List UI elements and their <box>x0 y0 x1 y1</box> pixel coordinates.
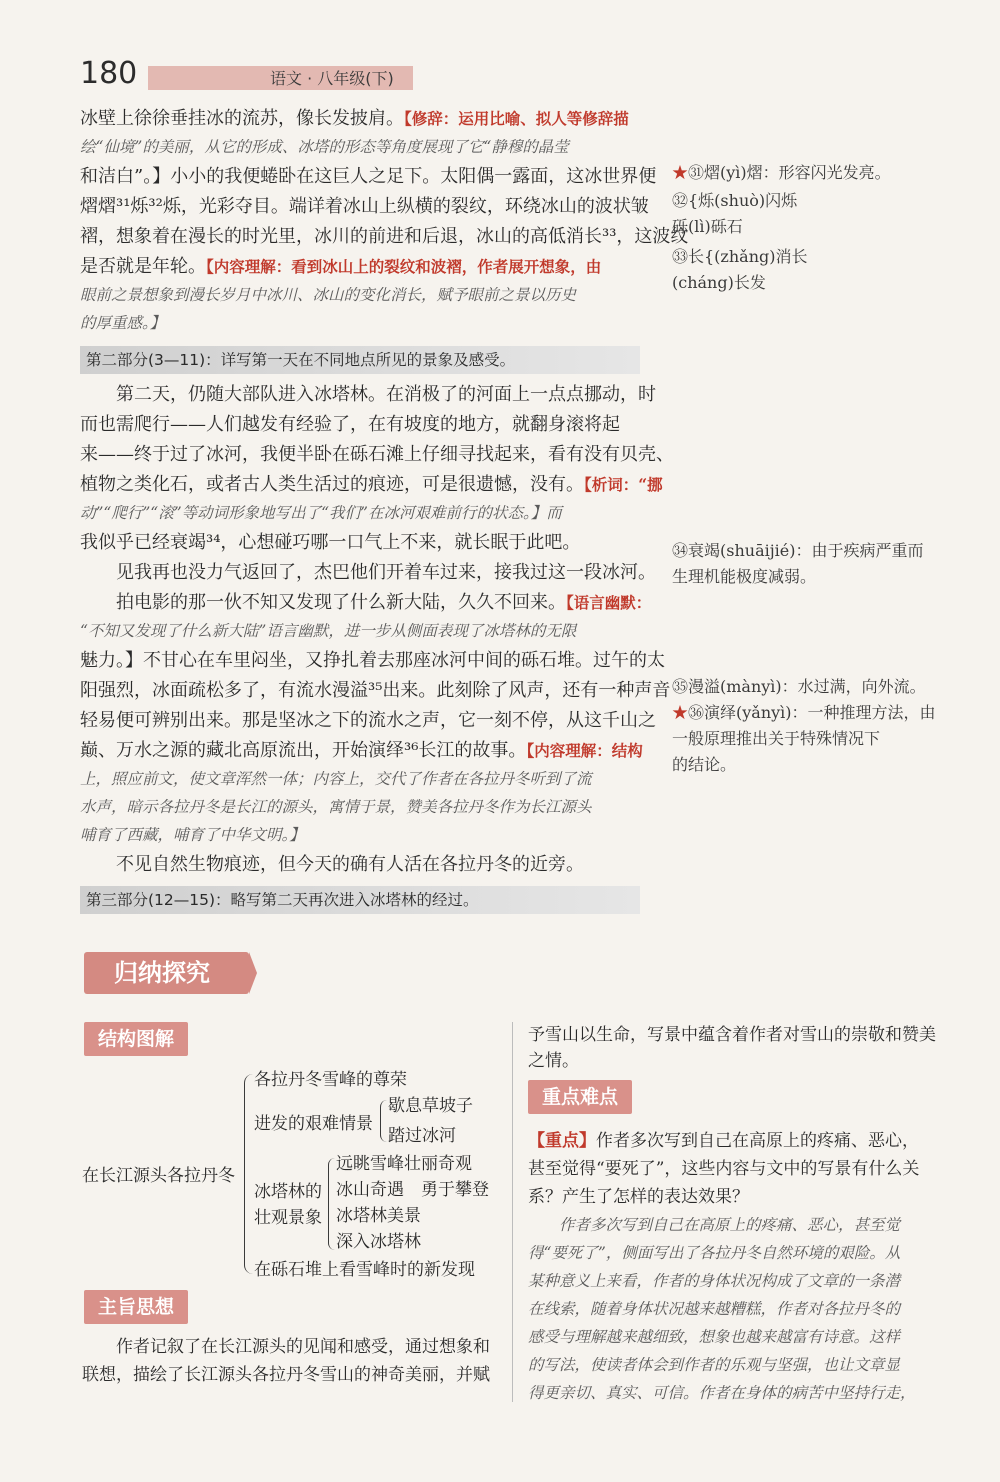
key-answer: 得“要死了”，侧面写出了各拉丹冬自然环境的艰险。从 <box>528 1244 901 1262</box>
text-line: 魅力。】不甘心在车里闷坐，又挣扎着去那座冰河中间的砾石堆。过午的太 <box>80 650 665 671</box>
text-line: 冰壁上徐徐垂挂冰的流苏，像长发披肩。【修辞：运用比喻、拟人等修辞描 <box>80 108 629 129</box>
text-line: 眼前之景想象到漫长岁月中冰川、冰山的变化消长，赋予眼前之景以历史 <box>80 286 577 304</box>
sidenote: 砾(lì)砾石 <box>672 217 743 236</box>
text-line: 巅、万水之源的藏北高原流出，开始演绎³⁶长江的故事。【内容理解：结构 <box>80 740 643 761</box>
page-number: 180 <box>80 56 138 91</box>
text-line: 熠熠³¹烁³²烁，光彩夺目。端详着冰山上纵横的裂纹，环绕冰山的波状皱 <box>80 196 649 217</box>
key-question: 【重点】作者多次写到自己在高原上的疼痛、恶心， <box>528 1131 919 1151</box>
theme-text-continued: 之情。 <box>528 1051 579 1071</box>
text-line: 不见自然生物痕迹，但今天的确有人活在各拉丹冬的近旁。 <box>80 854 584 875</box>
banner-arrow <box>249 952 257 994</box>
theme-text: 作者记叙了在长江源头的见闻和感受，通过想象和 <box>82 1337 490 1357</box>
sidenote: 一般原理推出关于特殊情况下 <box>672 729 881 748</box>
key-question: 甚至觉得“要死了”，这些内容与文中的写景有什么关 <box>528 1159 920 1179</box>
key-answer: 的写法，使读者体会到作者的乐观与坚强，也让文章显 <box>528 1356 901 1374</box>
text-line: 哺育了西藏，哺育了中华文明。】 <box>80 826 305 844</box>
text-line: 而也需爬行——人们越发有经验了，在有坡度的地方，就翻身滚将起 <box>80 414 620 435</box>
text-line: 动”“爬行”“滚”等动词形象地写出了“我们”在冰河艰难前行的状态。】而 <box>80 504 562 522</box>
tree-leaf: 冰山奇遇 勇于攀登 <box>336 1180 489 1200</box>
tree-leaf: 深入冰塔林 <box>336 1232 421 1252</box>
sidenote: ★㊱演绎(yǎnyì)：一种推理方法，由 <box>672 703 936 722</box>
section-heading: 第三部分(12—15)：略写第二天再次进入冰塔林的经过。 <box>80 886 640 914</box>
text-line: 和洁白”。】小小的我便蜷卧在这巨人之足下。太阳偶一露面，这冰世界便 <box>80 166 657 187</box>
section-heading: 第二部分(3—11)：详写第一天在不同地点所见的景象及感受。 <box>80 346 640 374</box>
annotation-note: 【内容理解：结构 <box>526 741 643 760</box>
text-line: 水声，暗示各拉丹冬是长江的源头，寓情于景，赞美各拉丹冬作为长江源头 <box>80 798 592 816</box>
sidenote: ㉜{烁(shuò)闪烁 <box>672 191 798 210</box>
tree-brace <box>244 1074 253 1274</box>
tree-node: 在砾石堆上看雪峰时的新发现 <box>254 1260 475 1280</box>
tree-brace <box>328 1158 335 1250</box>
text-line: 的厚重感。】 <box>80 314 166 332</box>
theme-text: 联想，描绘了长江源头各拉丹冬雪山的神奇美丽，并赋 <box>82 1365 490 1385</box>
text-line: 见我再也没力气返回了，杰巴他们开着车过来，接我过这一段冰河。 <box>80 562 656 583</box>
text-line: 植物之类化石，或者古人类生活过的痕迹，可是很遗憾，没有。【析词：“挪 <box>80 474 663 495</box>
key-points-label: 重点难点 <box>528 1080 632 1114</box>
tree-node: 壮观景象 <box>254 1208 322 1228</box>
structure-label: 结构图解 <box>84 1022 188 1056</box>
tree-node: 各拉丹冬雪峰的尊荣 <box>254 1070 407 1090</box>
annotation-note: 【析词：“挪 <box>584 475 663 494</box>
column-divider <box>512 1022 513 1402</box>
tree-leaf: 踏过冰河 <box>388 1126 456 1146</box>
key-question: 系？产生了怎样的表达效果？ <box>528 1187 749 1207</box>
summary-banner: 归纳探究 <box>84 952 249 994</box>
tree-leaf: 远眺雪峰壮丽奇观 <box>336 1154 472 1174</box>
text-line: 上，照应前文，使文章浑然一体；内容上，交代了作者在各拉丹冬听到了流 <box>80 770 592 788</box>
text-line: 是否就是年轮。【内容理解：看到冰山上的裂纹和波褶，作者展开想象，由 <box>80 256 602 277</box>
key-answer: 得更亲切、真实、可信。作者在身体的病苦中坚持行走， <box>528 1384 916 1402</box>
tree-leaf: 歇息草坡子 <box>388 1096 473 1116</box>
text-line: “不知又发现了什么新大陆”语言幽默，进一步从侧面表现了冰塔林的无限 <box>80 622 577 640</box>
theme-text-continued: 予雪山以生命，写景中蕴含着作者对雪山的崇敬和赞美 <box>528 1025 936 1045</box>
tree-brace <box>380 1100 387 1142</box>
sidenote: ㉝长{(zhǎng)消长 <box>672 247 808 266</box>
annotation-note: 【修辞：运用比喻、拟人等修辞描 <box>404 109 629 128</box>
key-answer: 在线索，随着身体状况越来越糟糕，作者对各拉丹冬的 <box>528 1300 901 1318</box>
text-line: 阳强烈，冰面疏松多了，有流水漫溢³⁵出来。此刻除了风声，还有一种声音 <box>80 680 671 701</box>
text-line: 绘“仙境”的美丽，从它的形成、冰塔的形态等角度展现了它“静穆的晶莹 <box>80 138 569 156</box>
text-line: 我似乎已经衰竭³⁴，心想碰巧哪一口气上不来，就长眠于此吧。 <box>80 532 581 553</box>
text-line: 第二天，仍随大部队进入冰塔林。在消极了的河面上一点点挪动，时 <box>80 384 656 405</box>
text-line: 来——终于过了冰河，我便半卧在砾石滩上仔细寻找起来，看有没有贝壳、 <box>80 444 674 465</box>
sidenote: ★㉛熠(yì)熠：形容闪光发亮。 <box>672 163 891 182</box>
text-line: 拍电影的那一伙不知又发现了什么新大陆，久久不回来。【语言幽默： <box>80 592 652 613</box>
sidenote: 生理机能极度减弱。 <box>672 567 817 586</box>
sidenote: (cháng)长发 <box>672 273 766 292</box>
tree-leaf: 冰塔林美景 <box>336 1206 421 1226</box>
sidenote: 的结论。 <box>672 755 737 774</box>
tree-root: 在长江源头各拉丹冬 <box>82 1166 235 1186</box>
theme-label: 主旨思想 <box>84 1290 188 1324</box>
annotation-note: 【内容理解：看到冰山上的裂纹和波褶，作者展开想象，由 <box>206 257 602 276</box>
annotation-note: 【语言幽默： <box>566 593 652 612</box>
tree-node: 进发的艰难情景 <box>254 1114 373 1134</box>
sidenote: ㉟漫溢(mànyì)：水过满，向外流。 <box>672 677 926 696</box>
text-line: 轻易便可辨别出来。那是坚冰之下的流水之声，它一刻不停，从这千山之 <box>80 710 656 731</box>
tree-node: 冰塔林的 <box>254 1182 322 1202</box>
text-line: 褶，想象着在漫长的时光里，冰川的前进和后退，冰山的高低消长³³，这波纹 <box>80 226 689 247</box>
key-answer: 作者多次写到自己在高原上的疼痛、恶心，甚至觉 <box>528 1216 901 1234</box>
key-answer: 感受与理解越来越细致，想象也越来越富有诗意。这样 <box>528 1328 901 1346</box>
key-answer: 某种意义上来看，作者的身体状况构成了文章的一条潜 <box>528 1272 901 1290</box>
header-subject: 语文 · 八年级(下) <box>270 69 394 88</box>
sidenote: ㉞衰竭(shuāijié)：由于疾病严重而 <box>672 541 924 560</box>
